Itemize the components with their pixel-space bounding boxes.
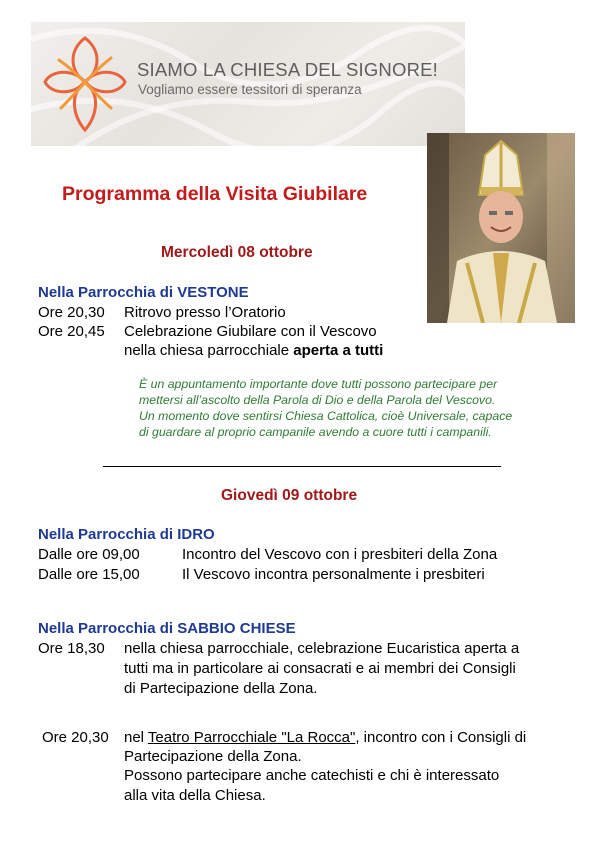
- invitation-note: [139, 376, 579, 440]
- day1-heading: Mercoledì 08 ottobre: [161, 244, 313, 261]
- event-text: Possono partecipare anche catechisti e chi è interessato: [124, 767, 500, 784]
- event-time: Ore 20,30: [42, 729, 109, 746]
- event-text: Incontro del Vescovo con i presbiteri della Zona: [182, 546, 498, 563]
- event-text: Partecipazione della Zona.: [124, 748, 302, 765]
- banner-subtitle: Vogliamo essere tessitori di speranza: [138, 82, 362, 97]
- event-text: alla vita della Chiesa.: [124, 787, 266, 804]
- note-line: mettersi all’ascolto della Parola di Dio e della Parola del Vescovo.: [139, 393, 496, 407]
- event-text: Ritrovo presso l’Oratorio: [124, 304, 286, 321]
- parish-sabbio-heading: Nella Parrocchia di SABBIO CHIESE: [38, 620, 296, 637]
- event-text: nella chiesa parrocchiale, celebrazione Eucaristica aperta a: [124, 640, 520, 657]
- bishop-photo: [427, 133, 575, 323]
- day2-heading: Giovedì 09 ottobre: [221, 487, 358, 504]
- event-continuation: [124, 341, 383, 360]
- note-line: Un momento dove sentirsi Chiesa Cattolica, cioè Universale, capace: [139, 409, 513, 423]
- section-divider: [103, 466, 501, 467]
- event-text: [124, 728, 526, 747]
- event-time: Ore 18,30: [38, 640, 105, 657]
- event-time: Dalle ore 09,00: [38, 546, 140, 563]
- woven-cross-logo-icon: [39, 30, 131, 138]
- note-line: È un appuntamento importante dove tutti possono partecipare per: [139, 377, 498, 391]
- event-text: Celebrazione Giubilare con il Vescovo: [124, 323, 377, 340]
- event-time: Ore 20,30: [38, 304, 105, 321]
- open-to-all-emphasis: aperta a tutti: [293, 342, 384, 359]
- parish-idro-heading: Nella Parrocchia di IDRO: [38, 526, 215, 543]
- note-line: di guardare al proprio campanile avendo a cuore tutti i campanili.: [139, 425, 492, 439]
- event-text-prefix: nel: [124, 729, 148, 746]
- jubilee-banner: [31, 22, 465, 146]
- teatro-la-rocca-link[interactable]: Teatro Parrocchiale "La Rocca": [147, 729, 356, 746]
- event-time: Ore 20,45: [38, 323, 105, 340]
- event-time: Dalle ore 15,00: [38, 566, 140, 583]
- page-title: Programma della Visita Giubilare: [62, 183, 368, 205]
- event-text: Il Vescovo incontra personalmente i presbiteri: [182, 566, 485, 583]
- banner-title: SIAMO LA CHIESA DEL SIGNORE!: [137, 59, 439, 80]
- event-text: tutti ma in particolare ai consacrati e ai membri dei Consigli: [124, 660, 516, 677]
- event-continuation-plain: nella chiesa parrocchiale: [124, 342, 294, 359]
- parish-vestone-heading: Nella Parrocchia di VESTONE: [38, 284, 249, 301]
- event-text-suffix: , incontro con i Consigli di: [355, 729, 527, 746]
- event-text: di Partecipazione della Zona.: [124, 680, 318, 697]
